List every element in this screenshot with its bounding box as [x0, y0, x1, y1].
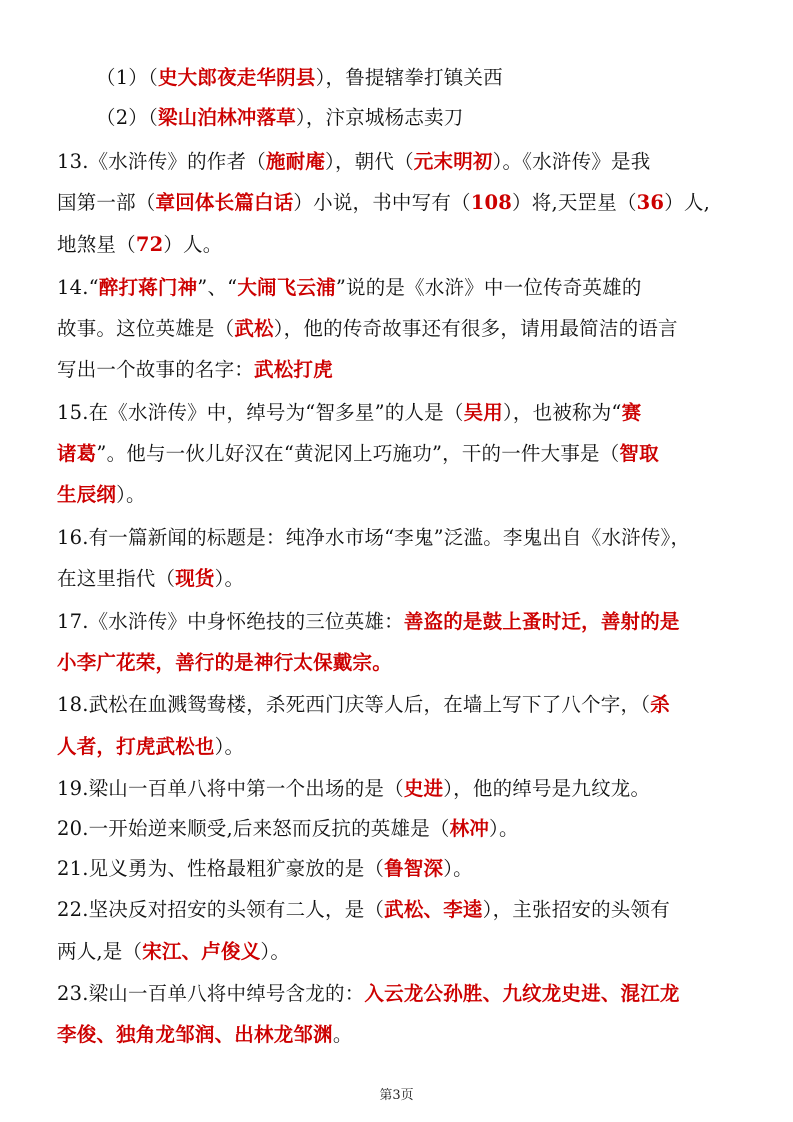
- answer-text: 现货: [175, 567, 215, 590]
- text-line: [57, 815, 747, 843]
- answer-text: 吴用: [463, 401, 503, 424]
- question-text: ）人。: [163, 233, 223, 256]
- question-text: ）。: [116, 483, 146, 506]
- text-line: [57, 649, 747, 677]
- question-text: ），他的传奇故事还有很多，请用最简洁的语言: [273, 317, 678, 340]
- text-line: [57, 608, 747, 636]
- answer-text: 元末明初: [413, 150, 493, 173]
- answer-text: 史进: [403, 777, 444, 800]
- question-text: 故事。这位英雄是（: [57, 317, 235, 340]
- question-text: ）。: [214, 567, 245, 590]
- text-line: [57, 524, 747, 552]
- question-text: 国第一部（: [57, 191, 156, 214]
- answer-text: 36: [636, 191, 665, 214]
- question-text: 18.武松在血溅鸳鸯楼，杀死西门庆等人后，在墙上写下了八个字，（: [57, 693, 651, 716]
- text-line: [96, 64, 786, 92]
- text-line: [57, 356, 747, 384]
- question-text: ”、“: [197, 276, 238, 299]
- answer-text: 李俊、独角龙邹润、出林龙邹渊: [57, 1023, 333, 1046]
- question-text: ）。: [260, 940, 291, 963]
- answer-text: 武松打虎: [254, 358, 333, 381]
- question-text: 两人,是（: [57, 940, 143, 963]
- text-line: [57, 733, 747, 761]
- question-text: 23.梁山一百单八将中绰号含龙的：: [57, 982, 365, 1005]
- question-text: ），汴京城杨志卖刀: [295, 106, 464, 129]
- text-line: [57, 775, 747, 803]
- question-text: 14.“: [57, 276, 99, 299]
- question-text: （1）（: [96, 66, 158, 89]
- answer-text: 人者，打虎武松也: [57, 735, 215, 758]
- text-line: [57, 148, 747, 176]
- question-text: 21.见义勇为、性格最粗犷豪放的是（: [57, 857, 385, 880]
- question-text: ），他的绰号是九纹龙。: [443, 777, 651, 800]
- answer-text: 施耐庵: [265, 150, 326, 173]
- text-line: [57, 231, 747, 259]
- question-text: ”。他与一伙儿好汉在“黄泥冈上巧施功”，干的一件大事是（: [96, 442, 620, 465]
- question-text: ），也被称为“: [502, 401, 622, 424]
- answer-text: 入云龙公孙胜、九纹龙史进、混江龙: [364, 982, 680, 1005]
- question-text: 15.在《水浒传》中，绰号为“智多星”的人是（: [57, 401, 464, 424]
- answer-text: 赛: [621, 401, 642, 424]
- question-text: ）将,天罡星（: [512, 191, 637, 214]
- answer-text: 鲁智深: [384, 857, 444, 880]
- question-text: 地煞星（: [57, 233, 136, 256]
- answer-text: 善盗的是鼓上蚤时迁，善射的是: [403, 610, 680, 633]
- question-text: 22.坚决反对招安的头领有二人，是（: [57, 898, 385, 921]
- answer-text: 生辰纲: [57, 483, 117, 506]
- answer-text: 诸葛: [57, 442, 97, 465]
- question-text: ）。《水浒传》是我: [492, 150, 651, 173]
- question-text: ）。: [489, 817, 519, 840]
- question-text: 13.《水浒传》的作者（: [57, 150, 266, 173]
- question-text: 在这里指代（: [57, 567, 176, 590]
- question-text: 16.有一篇新闻的标题是：纯净水市场“李鬼”泛滥。李鬼出自《水浒传》，: [57, 526, 691, 549]
- question-text: ）。: [214, 735, 245, 758]
- text-line: [57, 189, 747, 217]
- question-text: 17.《水浒传》中身怀绝技的三位英雄：: [57, 610, 404, 633]
- question-text: （2）（: [96, 106, 158, 129]
- answer-text: 武松: [234, 317, 274, 340]
- question-text: 写出一个故事的名字：: [57, 358, 255, 381]
- text-line: [96, 104, 786, 132]
- question-text: ），朝代（: [325, 150, 414, 173]
- text-line: [57, 440, 747, 468]
- answer-text: 108: [470, 191, 513, 214]
- answer-text: 智取: [619, 442, 659, 465]
- answer-text: 小李广花荣，善行的是神行太保戴宗。: [57, 651, 392, 674]
- answer-text: 大闹飞云浦: [237, 276, 336, 299]
- text-line: [57, 274, 747, 302]
- question-text: ），主张招安的头领有: [482, 898, 670, 921]
- question-text: 。: [332, 1023, 353, 1046]
- question-text: 19.梁山一百单八将中第一个出场的是（: [57, 777, 404, 800]
- text-line: [57, 896, 747, 924]
- question-text: 20.一开始逆来顺受,后来怒而反抗的英雄是（: [57, 817, 450, 840]
- answer-text: 章回体长篇白话: [155, 191, 294, 214]
- text-line: [57, 691, 747, 719]
- answer-text: 杀: [650, 693, 670, 716]
- answer-text: 醉打蒋门神: [98, 276, 198, 299]
- page-number: 第3页: [379, 1088, 414, 1103]
- answer-text: 史大郎夜走华阴县: [157, 66, 316, 89]
- question-text: ），鲁提辖拳打镇关西: [315, 66, 503, 89]
- text-line: [57, 980, 747, 1008]
- text-line: [57, 315, 747, 343]
- text-line: [57, 481, 747, 509]
- question-text: ）人,: [664, 191, 711, 214]
- question-text: ）。: [443, 857, 473, 880]
- answer-text: 72: [135, 233, 164, 256]
- question-text: ）小说，书中写有（: [293, 191, 471, 214]
- answer-text: 梁山泊林冲落草: [157, 106, 296, 129]
- question-text: ”说的是《水浒》中一位传奇英雄的: [335, 276, 642, 299]
- text-line: [57, 399, 747, 427]
- text-line: [57, 938, 747, 966]
- text-line: [57, 565, 747, 593]
- text-line: [57, 855, 747, 883]
- answer-text: 宋江、卢俊义: [142, 940, 261, 963]
- answer-text: 武松、李逵: [384, 898, 483, 921]
- text-line: [57, 1021, 747, 1049]
- answer-text: 林冲: [449, 817, 490, 840]
